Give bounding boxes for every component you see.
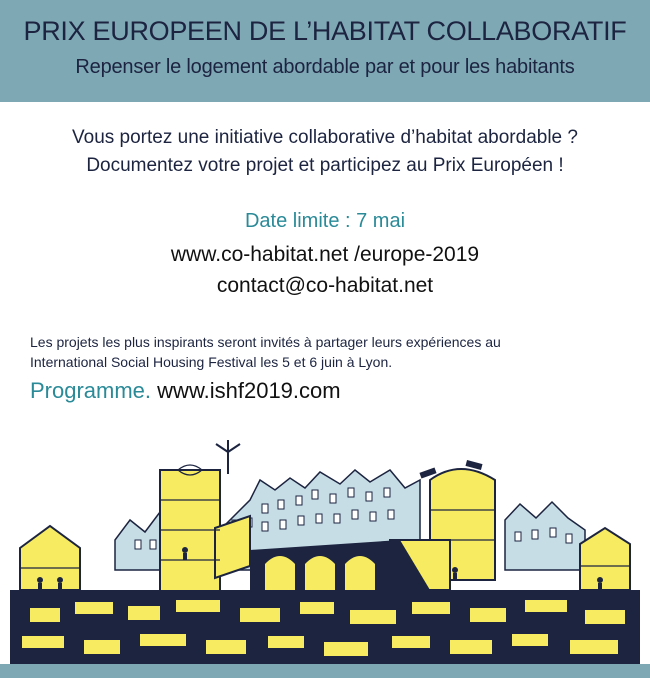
festival-line-1: Les projets les plus inspirants seront invités à partager leurs expériences au <box>30 334 501 350</box>
contact-email-link[interactable]: contact@co-habitat.net <box>216 274 434 297</box>
programme-label: Programme. <box>30 378 152 403</box>
page-subtitle: Repenser le logement abordable par et pour les habitants <box>75 56 575 78</box>
deadline-text: Date limite : 7 mai <box>244 210 406 232</box>
footer-band <box>0 664 650 678</box>
festival-text <box>30 332 640 372</box>
programme-link[interactable]: www.ishf2019.com <box>157 378 341 403</box>
festival-line-2: International Social Housing Festival les 5 et 6 juin à Lyon. <box>30 354 393 370</box>
intro-line-1: Vous portez une initiative collaborative d’habitat abordable ? <box>72 127 578 148</box>
intro-line-2: Documentez votre projet et participez au Prix Européen ! <box>86 155 564 176</box>
intro-text <box>0 124 650 180</box>
page-title: PRIX EUROPEEN DE L’HABITAT COLLABORATIF <box>23 16 627 46</box>
header-banner <box>0 0 650 102</box>
website-link[interactable]: www.co-habitat.net /europe-2019 <box>170 243 480 266</box>
city-illustration <box>0 440 650 678</box>
programme-line <box>30 378 341 404</box>
wind-turbine-icon <box>216 440 240 474</box>
